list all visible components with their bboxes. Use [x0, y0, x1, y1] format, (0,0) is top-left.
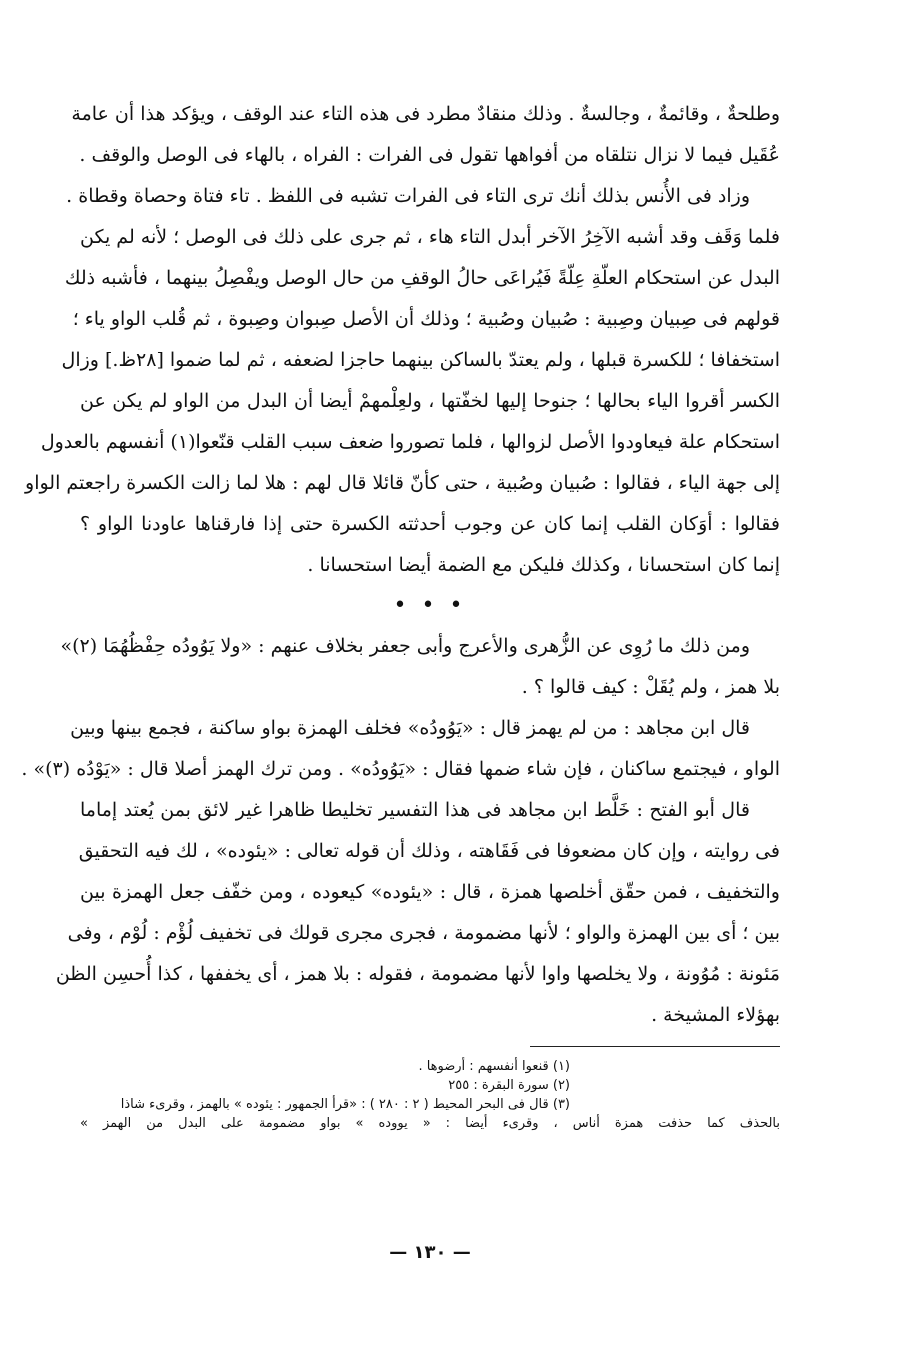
- text-line: البدل عن استحكام العلّةِ عِلّةً فَيُراعَى حالُ الوقفِ من حال الوصل ويفْصِلُ بينهما ، فأشبه ذلك: [64, 267, 780, 289]
- paragraph-3: [60, 626, 780, 708]
- section-separator: • • •: [393, 593, 467, 618]
- text-line: قولهم فى صِبيان وصِبية : صُبيان وصُبية ؛ وذلك أن الأصل صِبوان وصِبوة ، ثم قُلب الواو ياء ؛: [72, 308, 780, 330]
- text-line: إلى جهة الياء ، فقالوا : صُبيان وصُبية ، حتى كأنّ قائلا قال لهم : هلا لما زالت الكسرة راجعتم الواو: [25, 472, 780, 494]
- text-line: قال أبو الفتح : خَلَّط ابن مجاهد فى هذا التفسير تخليطا ظاهرا غير لائق بمن يُعتد إماما: [80, 799, 750, 821]
- text-line: فقالوا : أوَكان القلب إنما كان عن وجوب أحدثته الكسرة حتى إذا فارقناها عاودنا الواو ؟: [80, 513, 780, 535]
- text-line: بهؤلاء المشيخة .: [651, 1004, 780, 1026]
- paragraph-2: [25, 176, 780, 586]
- text-line: إنما كان استحسانا ، وكذلك فليكن مع الضمة أيضا استحسانا .: [307, 554, 780, 576]
- paragraph-1: [71, 94, 780, 176]
- text-line: بلا همز ، ولم يُقَلْ : كيف قالوا ؟ .: [521, 676, 780, 698]
- paragraph-4: [21, 708, 780, 790]
- document-page: [21, 94, 780, 1334]
- footnote-1: (١) قنعوا أنفسهم : أرضوها .: [418, 1059, 570, 1074]
- text-line: قال ابن مجاهد : من لم يهمز قال : «يَوُودُه» فخلف الهمزة بواو ساكنة ، فجمع بينها وبين: [70, 717, 750, 739]
- footnote-divider: [530, 1046, 780, 1047]
- footnote-2: (٢) سورة البقرة : ٢٥٥: [448, 1078, 570, 1093]
- text-line: استخفافا ؛ للكسرة قبلها ، ولم يعتدّ بالساكن بينهما حاجزا لضعفه ، ثم لما ضموا [٢٨ظ.] وزال: [61, 349, 780, 371]
- text-line: مَئونة : مُوُونة ، ولا يخلصها واوا لأنها مضمومة ، فقوله : بلا همز ، أى يخففها ، كذا أُحسِن الظن: [55, 963, 780, 985]
- text-line: بين ؛ أى بين الهمزة والواو ؛ لأنها مضمومة ، فجرى مجرى قولك فى تخفيف لُؤْم : لُوْم ، وفى: [67, 922, 780, 944]
- paragraph-5: [55, 790, 780, 1036]
- footnote-3-continuation: بالحذف كما حذفت همزة أناس ، وقرىء أيضا : « يووده » بواو مضمومة على البدل من الهمز »: [80, 1116, 780, 1131]
- page-number: — ١٣٠ —: [389, 1242, 471, 1263]
- text-line: الكسر أقروا الياء بحالها ؛ جنوحا إليها لخفّتها ، ولعِلْمهمْ أيضا أن البدل من الواو لم يكن عن: [80, 390, 780, 412]
- text-line: الواو ، فيجتمع ساكنان ، فإن شاء ضمها فقال : «يَوُودُه» . ومن ترك الهمز أصلا قال : «يَوْدُه (٣)» .: [21, 758, 780, 780]
- text-line: وطلحةٌ ، وقائمةٌ ، وجالسةٌ . وذلك منقادٌ مطرد فى هذه التاء عند الوقف ، ويؤكد هذا أن عامة: [71, 103, 780, 125]
- main-text: [21, 94, 780, 1036]
- footnote-3: (٣) قال فى البحر المحيط ( ٢ : ٢٨٠ ) : «قرأ الجمهور : يئوده » بالهمز ، وقرىء شاذا: [120, 1097, 570, 1112]
- footnotes: [80, 1057, 780, 1133]
- text-line: استحكام علة فيعاودوا الأصل لزوالها ، فلما تصوروا ضعف سبب القلب قنّعوا(١) أنفسهم بالعدول: [40, 431, 780, 453]
- text-line: فى روايته ، وإن كان مضعوفا فى فَقَاهته ، وذلك أن قوله تعالى : «يئوده» ، لك فيه التحقيق: [78, 840, 780, 862]
- text-line: فلما وَقَف وقد أشبه الآخِرُ الآخر أبدل التاء هاء ، ثم جرى على ذلك فى الوصل ؛ لأنه لم يكن: [80, 226, 780, 248]
- text-line: ومن ذلك ما رُوِى عن الزُّهرى والأعرج وأبى جعفر بخلاف عنهم : «ولا يَوُودُه حِفْظُهُمَا (٢)»: [60, 635, 750, 657]
- text-line: وزاد فى الأُنس بذلك أنك ترى التاء فى الفرات تشبه فى اللفظ . تاء فتاة وحصاة وقطاة .: [66, 185, 750, 207]
- text-line: عُقَيل فيما لا نزال نتلقاه من أفواهها تقول فى الفرات : الفراه ، بالهاء فى الوصل والوقف .: [79, 144, 780, 166]
- text-line: والتخفيف ، فمن حقّق أخلصها همزة ، قال : «يئوده» كيعوده ، ومن خفّف جعل الهمزة بين: [80, 881, 780, 903]
